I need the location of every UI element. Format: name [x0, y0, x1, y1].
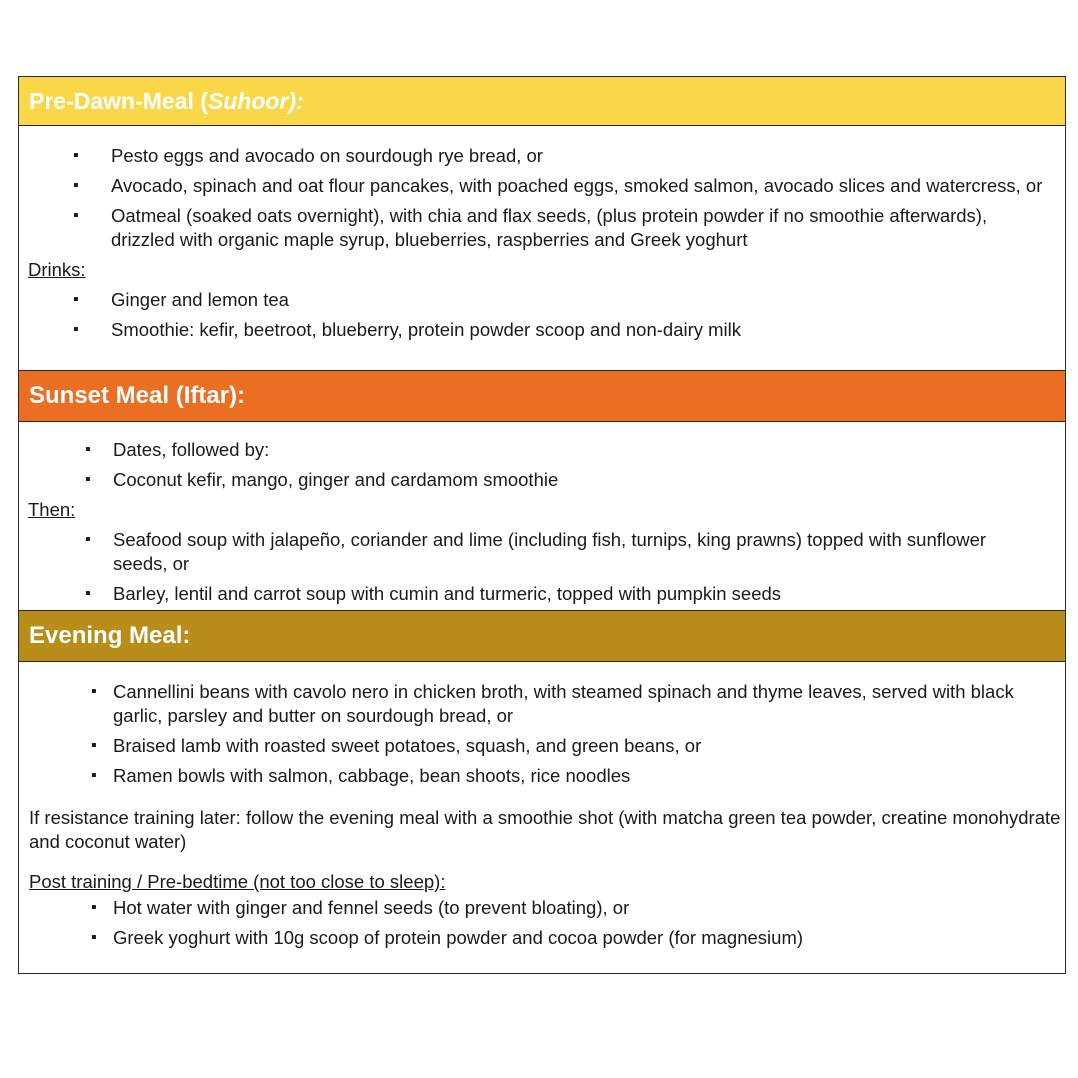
- list-item-text: Smoothie: kefir, beetroot, blueberry, protein powder scoop and non-dairy milk: [111, 319, 742, 340]
- bullet-icon: ▪: [91, 737, 97, 754]
- list-item-text: Cannellini beans with cavolo nero in chicken broth, with steamed spinach and thyme leaves, served with black garlic, parsley and butter on sourdough bread, or: [113, 681, 1014, 726]
- bullet-icon: ▪: [73, 147, 79, 164]
- list-item: [19, 582, 1025, 606]
- then-list: [19, 522, 1065, 606]
- list-item-text: Avocado, spinach and oat flour pancakes, with poached eggs, smoked salmon, avocado slices and watercress, or: [111, 175, 1043, 196]
- bullet-icon: ▪: [91, 899, 97, 916]
- bullet-icon: ▪: [91, 683, 97, 700]
- suhoor-title-prefix: Pre-Dawn-Meal (: [29, 87, 208, 114]
- bullet-icon: ▪: [73, 321, 79, 338]
- list-item-text: Greek yoghurt with 10g scoop of protein powder and cocoa powder (for magnesium): [113, 927, 804, 948]
- iftar-header: [18, 370, 1066, 422]
- suhoor-section: [18, 126, 1066, 370]
- list-item-text: Oatmeal (soaked oats overnight), with chia and flax seeds, (plus protein powder if no smoothie afterwards), drizzled with organic maple syrup, blueberries, raspberries and Greek yoghurt: [111, 205, 988, 250]
- list-item: [19, 318, 1045, 342]
- list-item-text: Coconut kefir, mango, ginger and cardamom smoothie: [113, 469, 559, 490]
- list-item-text: Ramen bowls with salmon, cabbage, bean shoots, rice noodles: [113, 765, 631, 786]
- list-item-text: Dates, followed by:: [113, 439, 270, 460]
- list-item-text: Braised lamb with roasted sweet potatoes, squash, and green beans, or: [113, 735, 702, 756]
- suhoor-title-italic: Suhoor):: [207, 87, 304, 114]
- drinks-label: Drinks:: [28, 259, 86, 280]
- list-item: [19, 288, 1045, 312]
- evening-header: [18, 610, 1066, 662]
- bullet-icon: ▪: [91, 929, 97, 946]
- drinks-list: [19, 282, 1065, 342]
- list-item: [19, 174, 1045, 198]
- list-item-text: Ginger and lemon tea: [111, 289, 289, 310]
- iftar-section: [18, 422, 1066, 610]
- list-item: [19, 528, 1025, 576]
- bullet-icon: ▪: [85, 471, 91, 488]
- list-item: [19, 734, 1045, 758]
- iftar-list: [19, 422, 1065, 492]
- bullet-icon: ▪: [85, 585, 91, 602]
- list-item: [19, 896, 1045, 920]
- list-item-text: Seafood soup with jalapeño, coriander and lime (including fish, turnips, king prawns) topped with sunflower seeds, or: [113, 529, 987, 574]
- list-item: [19, 144, 1045, 168]
- list-item: [19, 438, 1025, 462]
- meal-plan-table: [18, 76, 1066, 974]
- list-item: [19, 468, 1025, 492]
- bullet-icon: ▪: [73, 207, 79, 224]
- bullet-icon: ▪: [91, 767, 97, 784]
- list-item-text: Hot water with ginger and fennel seeds (to prevent bloating), or: [113, 897, 630, 918]
- bullet-icon: ▪: [73, 291, 79, 308]
- list-item-text: Pesto eggs and avocado on sourdough rye bread, or: [111, 145, 543, 166]
- evening-section: [18, 662, 1066, 974]
- iftar-title: Sunset Meal (Iftar):: [29, 382, 246, 409]
- list-item: [19, 204, 1045, 252]
- resistance-note: If resistance training later: follow the evening meal with a smoothie shot (with matcha green tea powder, creatine monohydrate and coconut water): [29, 807, 1061, 852]
- evening-title: Evening Meal:: [29, 622, 191, 649]
- bullet-icon: ▪: [73, 177, 79, 194]
- suhoor-list: [19, 126, 1065, 252]
- evening-list: [19, 662, 1065, 788]
- post-training-label: Post training / Pre-bedtime (not too close to sleep):: [29, 871, 446, 892]
- bullet-icon: ▪: [85, 441, 91, 458]
- bullet-icon: ▪: [85, 531, 91, 548]
- then-label: Then:: [28, 499, 76, 520]
- list-item: [19, 764, 1045, 788]
- list-item: [19, 926, 1045, 950]
- list-item-text: Barley, lentil and carrot soup with cumin and turmeric, topped with pumpkin seeds: [113, 583, 782, 604]
- suhoor-header: [18, 76, 1066, 126]
- list-item: [19, 680, 1045, 728]
- post-training-list: [19, 894, 1065, 950]
